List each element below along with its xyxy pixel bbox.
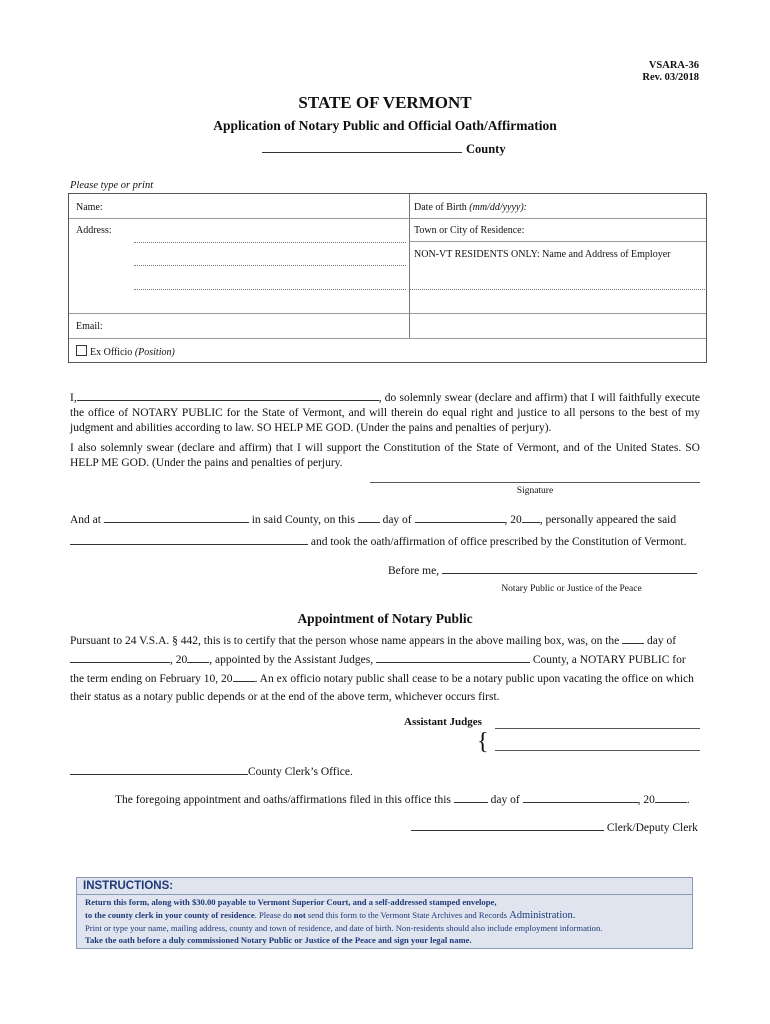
employer-line[interactable] — [410, 289, 705, 290]
assistant-judges-label: Assistant Judges — [404, 716, 482, 728]
non-vt-label: NON-VT RESIDENTS ONLY: Name and Address of Employer — [414, 249, 671, 260]
appointment-month-blank[interactable] — [70, 652, 170, 663]
applicant-info-box — [68, 193, 707, 363]
filed-text: day of — [490, 794, 520, 806]
row-divider — [69, 338, 706, 339]
instruction-bold: to the county clerk in your county of residence — [85, 910, 255, 920]
day-of-label: day of — [382, 514, 412, 526]
appointment-text: . An ex officio notary public shall cease to be a notary public upon vacating the office on which — [254, 673, 694, 685]
dob-field[interactable] — [414, 202, 527, 213]
term-year-blank[interactable] — [233, 671, 255, 682]
ex-officio-position: (Position) — [134, 347, 175, 358]
address-line-2[interactable] — [134, 265, 406, 266]
instruction-line-2 — [85, 910, 575, 921]
appointment-line-3 — [70, 671, 700, 687]
row-divider — [69, 218, 706, 219]
type-or-print-note: Please type or print — [70, 180, 154, 191]
appointment-text: day of — [647, 635, 677, 647]
location-blank[interactable] — [104, 512, 249, 523]
dob-label: Date of Birth — [414, 202, 467, 213]
filed-month-blank[interactable] — [523, 792, 638, 803]
year-blank[interactable] — [522, 512, 540, 523]
name-label: Name: — [76, 202, 103, 213]
brace-symbol: { — [477, 729, 489, 755]
town-label: Town or City of Residence: — [414, 225, 525, 236]
appeared-name-blank[interactable] — [70, 534, 308, 545]
filed-line — [115, 792, 715, 808]
county-blank[interactable] — [262, 142, 462, 153]
in-said-county: in said County, on this — [251, 514, 355, 526]
clerk-signature-blank[interactable] — [411, 820, 604, 831]
instruction-not: not — [293, 910, 306, 920]
county-label: County — [466, 142, 506, 156]
oath-name-blank[interactable] — [77, 390, 379, 401]
county-field[interactable] — [262, 142, 506, 157]
column-divider — [409, 194, 410, 338]
instruction-line-1: Return this form, along with $30.00 payable to Vermont Superior Court, and a self-addressed stamped envelope, — [85, 897, 497, 907]
appointment-text: , 20 — [170, 654, 188, 666]
appointment-text: the term ending on February 10, 20 — [70, 673, 233, 685]
instruction-line-4: Take the oath before a duly commissioned Notary Public or Justice of the Peace and sign your legal name. — [85, 935, 472, 945]
assistant-judge-signature-1[interactable] — [495, 728, 700, 729]
appointment-line-1 — [70, 633, 700, 649]
oath-paragraph — [70, 390, 700, 436]
appointment-line-4: their status as a notary public depends or at the end of the above term, whichever occurs first. — [70, 691, 500, 703]
and-at-label: And at — [70, 514, 101, 526]
address-line-3[interactable] — [134, 289, 406, 290]
day-blank[interactable] — [358, 512, 380, 523]
appointment-day-blank[interactable] — [622, 633, 644, 644]
before-me-line — [388, 563, 708, 579]
year-prefix: , 20 — [504, 514, 522, 526]
page-title: STATE OF VERMONT — [298, 93, 472, 112]
instructions-box — [76, 877, 693, 949]
appointment-text: County, a NOTARY PUBLIC for — [532, 654, 686, 666]
ex-officio-label: Ex Officio — [90, 347, 133, 358]
filed-day-blank[interactable] — [454, 792, 488, 803]
assistant-judge-signature-2[interactable] — [495, 750, 700, 751]
oath-text: , do solemnly swear (declare and affirm) that I will faithfully execute the office of NOTARY PUBLIC for the State of Vermont, and will therein do equal right and justice to all persons to the best of my judgment and abilities according to law. SO HELP ME GOD. (Under the pains and penalties of perjury). — [70, 392, 700, 434]
appointment-line-2 — [70, 652, 700, 668]
personally-appeared: , personally appeared the said — [539, 514, 677, 526]
filed-text: , 20 — [637, 794, 655, 806]
instruction-text: send this form to the Vermont State Archives and Records — [305, 910, 510, 920]
month-blank[interactable] — [415, 512, 505, 523]
page-subtitle: Application of Notary Public and Official Oath/Affirmation — [213, 118, 557, 133]
county-clerk-office: County Clerk’s Office. — [248, 766, 353, 778]
form-id-block — [642, 60, 699, 84]
appointment-county-blank[interactable] — [376, 652, 530, 663]
ex-officio-checkbox[interactable] — [76, 345, 87, 356]
took-oath-line — [70, 534, 700, 550]
form-revision: Rev. 03/2018 — [642, 72, 699, 83]
instruction-line-3: Print or type your name, mailing address, county and town of residence, and date of birth. Non-residents should also include employment information. — [85, 923, 603, 933]
filed-text: The foregoing appointment and oaths/affirmations filed in this office this — [115, 794, 451, 806]
appointment-text: , appointed by the Assistant Judges, — [209, 654, 374, 666]
instructions-title: INSTRUCTIONS: — [83, 880, 174, 892]
notary-signature-blank[interactable] — [442, 563, 697, 574]
instruction-text: Administration. — [509, 910, 576, 921]
appointment-heading: Appointment of Notary Public — [297, 611, 473, 626]
dob-format: (mm/dd/yyyy): — [469, 202, 528, 213]
address-label: Address: — [76, 225, 112, 236]
row-divider — [69, 313, 706, 314]
email-label: Email: — [76, 321, 103, 332]
attestation-line — [70, 512, 700, 528]
notary-label: Notary Public or Justice of the Peace — [501, 584, 642, 594]
appointment-year-blank[interactable] — [187, 652, 209, 663]
clerk-label: Clerk/Deputy Clerk — [606, 822, 698, 834]
signature-line[interactable] — [370, 482, 700, 483]
took-oath-text: and took the oath/affirmation of office prescribed by the Constitution of Vermont. — [310, 536, 687, 548]
clerk-signature-line — [411, 820, 711, 836]
instruction-text: . Please do — [254, 910, 294, 920]
before-me-label: Before me, — [388, 565, 440, 577]
signature-label: Signature — [516, 486, 554, 496]
constitution-oath: I also solemnly swear (declare and affirm) that I will support the Constitution of the State of Vermont, and of the United States. SO HELP ME GOD. (Under the pains and penalties of perjury. — [70, 442, 700, 469]
filed-year-blank[interactable] — [655, 792, 687, 803]
address-line-1[interactable] — [134, 242, 406, 243]
form-number: VSARA-36 — [648, 60, 699, 71]
appointment-text: Pursuant to 24 V.S.A. § 442, this is to certify that the person whose name appears in the above mailing box, was, on the — [70, 635, 620, 647]
instructions-divider — [77, 894, 692, 895]
row-divider — [409, 241, 706, 242]
ex-officio-option[interactable] — [76, 345, 175, 358]
oath-prefix: I, — [70, 392, 77, 404]
clerk-county-blank[interactable] — [70, 764, 248, 775]
county-clerk-line — [70, 764, 700, 780]
filed-text: . — [686, 794, 690, 806]
